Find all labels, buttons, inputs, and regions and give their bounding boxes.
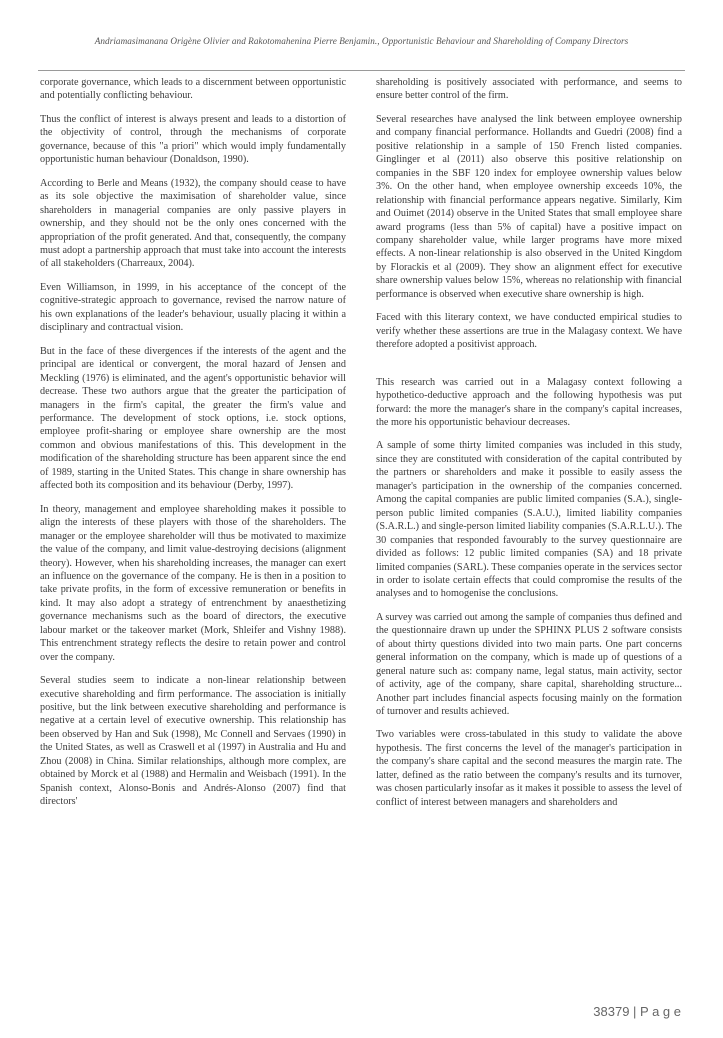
paragraph: Even Williamson, in 1999, in his acceptance of the concept of the cognitive-strategic approach to governance, revised the narrow nature of his own explanations of the leader's behaviour, usually placing it within a disciplinary and contractual vision. xyxy=(40,281,346,334)
paragraph: Several researches have analysed the link between employee ownership and company financial performance. Hollandts and Guedri (2008) find a positive relationship in a sample of 150 French listed companies. Ginglinger et al (2011) also observe this positive relationship on companies in the SBF 120 index for employee ownership values below 3%. On the other hand, when employee ownership exceeds 10%, the relationship with financial performance appears negative. Similarly, Kim and Ouimet (2014) observe in the United States that small employee share award programs (less than 5% of capital) have a positive impact on company shareholder value, while larger programs have more mixed effects. A non-linear relationship is also observed in the United Kingdom by Florackis et al (2009). They show an alignment effect for executive share ownership values below 15%, whereas no relationship with financial performance is observed when executive share ownership is high. xyxy=(376,113,682,300)
paragraph: In theory, management and employee shareholding makes it possible to align the interests of these players with those of the shareholders. The manager or the employee shareholder will thus be motivated to maximize the value of the company, and limit value-destroying decisions (alignment theory). However, when his shareholding increases, the manager can exert an influence on the governance of the company. He is then in a position to take private profits, in the form of excessive remuneration or benefits in kind. It may also adopt a strategy of entrenchment by anaesthetizing governance mechanisms such as the board of directors, the executive labour market or the takeover market (Mork, Shleifer and Vishny 1988). This entrenchment strategy reflects the desire to retain power and control over the company. xyxy=(40,503,346,663)
paragraph: Faced with this literary context, we have conducted empirical studies to verify whether these assertions are true in the Malagasy context. We have therefore adopted a positivist approach. xyxy=(376,312,682,351)
paragraph: This research was carried out in a Malagasy context following a hypothetico-deductive approach and the following hypothesis was put forward: the more the manager's share in the company's capital increases, the more his opportunistic behaviour decreases. xyxy=(376,376,682,428)
paragraph: corporate governance, which leads to a discernment between opportunistic and potentially conflicting behaviour. xyxy=(40,77,346,102)
paragraph: According to Berle and Means (1932), the company should cease to have as its sole objective the maximisation of shareholder value, since shareholders in managerial companies are only passive players in ownership, and they should not be the only ones concerned with the appropriation of the profit generated. And that, consequently, the company must adopt a partnership approach that must take into account the interests of all stakeholders (Charreaux, 2004). xyxy=(40,177,346,270)
header-rule xyxy=(38,70,685,71)
paragraph: A sample of some thirty limited companies was included in this study, since they are constituted with consideration of the capital contributed by the partners or shareholders and make it possible to easily assess the manager's participation in the ownership of the companies concerned. Among the capital companies are public limited companies (S.A.), single-person public limited companies (S.A.U.), limited liability companies (S.A.R.L.) and single-person limited liability companies (S.A.R.L.U.). The 30 companies that responded favourably to the survey questionnaire are divided as follows: 12 public limited companies (SA) and 18 private limited companies (SARL). These companies operate in the services sector in order to isolate certain effects that could compromise the results of the analyses and to homogenise the conclusions. xyxy=(376,440,682,600)
running-header: Andriamasimanana Origène Olivier and Rakotomahenina Pierre Benjamin., Opportunistic Behaviour and Shareholding of Company Directors xyxy=(94,36,629,46)
right-column xyxy=(376,76,682,819)
paragraph: Two variables were cross-tabulated in this study to validate the above hypothesis. The first concerns the level of the manager's participation in the company's share capital and the second measures the margin rate. The latter, defined as the ratio between the company's results and its turnover, was chosen particularly insofar as it makes it possible to assess the level of conflict of interest between managers and shareholders and xyxy=(376,729,682,808)
left-column xyxy=(40,76,346,819)
paragraph: A survey was carried out among the sample of companies thus defined and the questionnaire drawn up under the SPHINX PLUS 2 software consists of about thirty questions divided into two main parts. One part concerns general information on the company, which is made up of questions of a general nature such as: company name, legal status, main activity, sector of activity, age of the company, share capital, shareholding structure... Another part includes financial aspects focusing mainly on the formation of turnover and results achieved. xyxy=(376,611,682,718)
paragraph: Several studies seem to indicate a non-linear relationship between executive shareholding and firm performance. The association is initially positive, but the link between executive shareholding and performance is negative at a certain level of executive ownership. This relationship has been observed by Han and Suk (1998), Mc Connell and Servaes (1990) in the United States, as well as Craswell et al (1997) in Australia and Hu and Zhou (2008) in China. Similar relationships, although more complex, are obtained by Morck et al (1988) and Hermalin and Weisbach (1991). In the Spanish context, Alonso-Bonis and Andrés-Alonso (2007) find that directors' xyxy=(40,675,346,808)
paragraph: But in the face of these divergences if the interests of the agent and the principal are identical or convergent, the moral hazard of Jensen and Meckling (1976) is eliminated, and the agent's opportunistic behavior will decrease. These two authors argue that the greater the participation of managers in the firm's capital, the greater the firm's value and performance. The development of stock options, i.e. stock options, employee profit-sharing or employee share ownership are the most common and obvious manifestations of this. This development in the modification of the shareholding structure has been apparent since the end of 1989, starting in the United States. This change in share ownership has affected both its composition and its behaviour (Derby, 1997). xyxy=(40,345,346,492)
paragraph: shareholding is positively associated with performance, and seems to ensure better control of the firm. xyxy=(376,77,682,102)
page-number: 38379 | P a g e xyxy=(593,1004,681,1019)
paragraph: Thus the conflict of interest is always present and leads to a distortion of the objectivity of control, through the mechanisms of corporate governance, because of this "a priori" which would imply fundamentally opportunistic human behaviour (Donaldson, 1990). xyxy=(40,113,346,166)
